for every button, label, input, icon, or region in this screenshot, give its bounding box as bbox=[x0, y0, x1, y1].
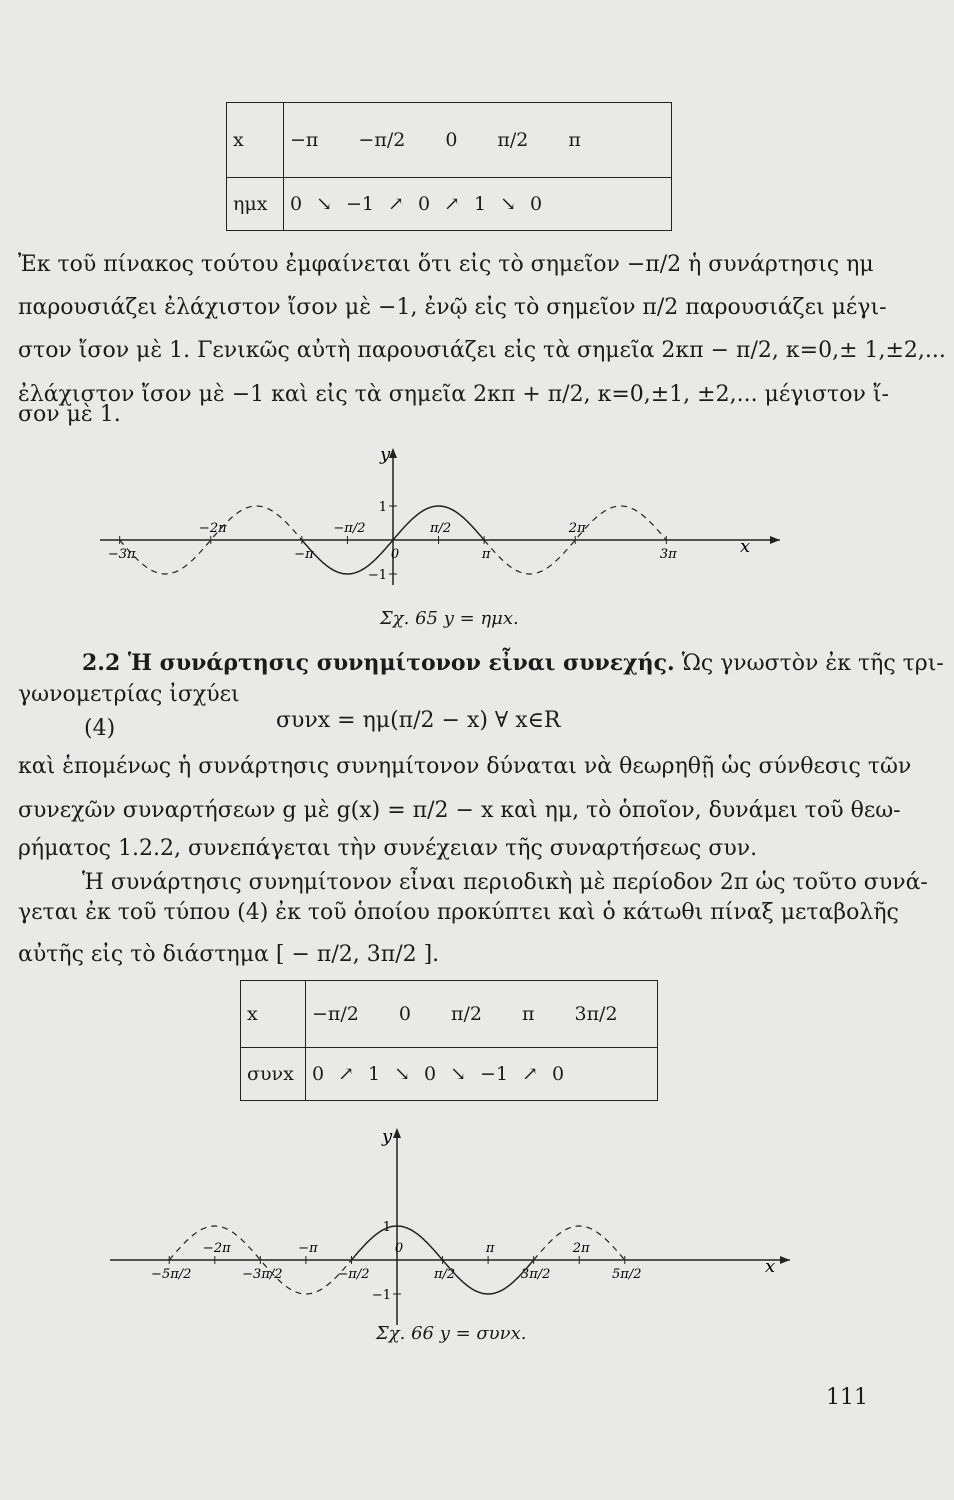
text-line: αὐτῆς εἰς τὸ διάστημα [ − π/2, 3π/2 ]. bbox=[18, 942, 440, 967]
table-cell: π bbox=[568, 129, 581, 151]
x-tick-label: 0 bbox=[394, 1241, 404, 1256]
table-row bbox=[227, 178, 672, 231]
text-line: στον ἴσον μὲ 1. Γενικῶς αὐτὴ παρουσιάζει εἰς τὰ σημεῖα 2κπ − π/2, κ=0,± 1,±2,... bbox=[18, 338, 946, 363]
table-header-f: ημx bbox=[227, 178, 284, 231]
table-header-f: συνx bbox=[241, 1048, 306, 1101]
x-tick-label: 2π bbox=[568, 521, 586, 536]
x-tick-label: −π bbox=[298, 1241, 318, 1256]
page-number: 111 bbox=[826, 1385, 868, 1410]
table-row bbox=[241, 981, 658, 1048]
arrow-icon: ↗ bbox=[338, 1063, 355, 1085]
x-tick-label: π bbox=[481, 547, 491, 562]
arrow-icon: ↗ bbox=[388, 193, 404, 215]
table-cell: 0 bbox=[551, 1063, 565, 1085]
x-tick-label: −π/2 bbox=[337, 1267, 370, 1282]
figure-caption-66: Σχ. 66 y = συνx. bbox=[376, 1323, 527, 1344]
x-tick-label: 3π/2 bbox=[520, 1267, 551, 1282]
table-cell: 3π/2 bbox=[574, 1003, 618, 1025]
section-heading bbox=[82, 648, 944, 679]
y-axis-label: y bbox=[380, 444, 391, 465]
text-line: γωνομετρίας ἰσχύει bbox=[18, 682, 240, 707]
text-line: καὶ ἑπομένως ἡ συνάρτησις συνημίτονον δύναται νὰ θεωρηθῇ ὡς σύνθεσις τῶν bbox=[18, 754, 912, 779]
x-tick-label: −2π bbox=[198, 521, 227, 536]
text-line: Ὡς γνωστὸν ἐκ τῆς τρι- bbox=[681, 651, 944, 676]
x-axis-arrow-icon bbox=[780, 1256, 790, 1264]
table-row bbox=[227, 103, 672, 178]
arrow-icon: ↗ bbox=[444, 193, 460, 215]
y-axis-label: y bbox=[382, 1126, 393, 1147]
table-cell: 0 bbox=[529, 193, 543, 215]
table-cell: π/2 bbox=[451, 1003, 482, 1025]
x-tick-label: π bbox=[485, 1241, 495, 1256]
arrow-icon: ↘ bbox=[394, 1063, 411, 1085]
table-cell: π bbox=[521, 1003, 535, 1025]
table-cell: 1 bbox=[368, 1063, 381, 1085]
x-tick-label: π/2 bbox=[433, 1267, 456, 1282]
table-cell: 0 bbox=[424, 1063, 437, 1085]
y-axis-arrow-icon bbox=[389, 448, 397, 458]
text-line: Ἡ συνάρτησις συνημίτονον εἶναι περιοδικὴ μὲ περίοδον 2π ὡς τοῦτο συνά- bbox=[82, 870, 928, 895]
table-cell: 1 bbox=[473, 193, 487, 215]
table-cell: −π bbox=[290, 129, 319, 151]
x-tick-label: −3π bbox=[107, 547, 136, 562]
table-cell: 0 bbox=[312, 1063, 325, 1085]
table-cell: 0 bbox=[398, 1003, 411, 1025]
table-cell: −π/2 bbox=[358, 129, 406, 151]
x-axis-label: x bbox=[740, 536, 751, 557]
table-cell: 0 bbox=[445, 129, 458, 151]
y-tick-label: −1 bbox=[371, 1288, 391, 1303]
table-cell: −π/2 bbox=[312, 1003, 359, 1025]
section-title: 2.2 Ἡ συνάρτησις συνημίτονον εἶναι συνεχής. bbox=[82, 650, 675, 676]
text-line: ἐλάχιστον ἴσον μὲ −1 καὶ εἰς τὰ σημεῖα 2κπ + π/2, κ=0,±1, ±2,... μέγιστον ἴ- bbox=[18, 382, 889, 407]
text-line: Ἐκ τοῦ πίνακος τούτου ἐμφαίνεται ὅτι εἰς τὸ σημεῖον −π/2 ἡ συνάρτησις ημ bbox=[18, 252, 874, 277]
x-tick-label: −π/2 bbox=[333, 521, 366, 536]
table-cell: −1 bbox=[346, 193, 375, 215]
text-line: ρήματος 1.2.2, συνεπάγεται τὴν συνέχειαν τῆς συναρτήσεως συν. bbox=[18, 836, 758, 861]
arrow-icon: ↘ bbox=[316, 193, 333, 215]
variation-table-sin bbox=[226, 102, 672, 231]
x-tick-label: −π bbox=[294, 547, 314, 562]
x-axis-arrow-icon bbox=[770, 536, 780, 544]
table-cell: 0 bbox=[417, 193, 431, 215]
sine-graph bbox=[0, 440, 954, 590]
table-cell: π/2 bbox=[497, 129, 529, 151]
arrow-icon: ↗ bbox=[522, 1063, 538, 1085]
x-tick-label: 3π bbox=[659, 547, 677, 562]
y-tick-label: 1 bbox=[378, 500, 387, 515]
figure-caption-65: Σχ. 65 y = ημx. bbox=[380, 608, 519, 629]
y-tick-label: −1 bbox=[367, 568, 387, 583]
cosine-graph bbox=[0, 1120, 954, 1330]
x-tick-label: 5π/2 bbox=[612, 1267, 642, 1282]
table-header-x: x bbox=[241, 981, 306, 1048]
y-axis-arrow-icon bbox=[393, 1128, 401, 1138]
text-line: γεται ἐκ τοῦ τύπου (4) ἐκ τοῦ ὁποίου προκύπτει καὶ ὁ κάτωθι πίναξ μεταβολῆς bbox=[18, 900, 899, 925]
x-tick-label: −3π/2 bbox=[242, 1267, 283, 1282]
arrow-icon: ↘ bbox=[500, 193, 516, 215]
table-header-x: x bbox=[227, 103, 284, 178]
table-cell: −1 bbox=[480, 1063, 509, 1085]
x-tick-label: 0 bbox=[390, 547, 400, 562]
arrow-icon: ↘ bbox=[450, 1063, 467, 1085]
table-cell: 0 bbox=[290, 193, 303, 215]
text-line: παρουσιάζει ἐλάχιστον ἴσον μὲ −1, ἐνῷ εἰς τὸ σημεῖον π/2 παρουσιάζει μέγι- bbox=[18, 295, 887, 320]
variation-table-cos bbox=[240, 980, 658, 1101]
x-tick-label: −2π bbox=[202, 1241, 231, 1256]
x-tick-label: −5π/2 bbox=[151, 1267, 192, 1282]
x-axis-label: x bbox=[765, 1256, 776, 1277]
equation: συνx = ημ(π/2 − x) ∀ x∈R bbox=[276, 708, 561, 733]
y-tick-label: 1 bbox=[382, 1220, 391, 1235]
table-row bbox=[241, 1048, 658, 1101]
x-tick-label: π/2 bbox=[429, 521, 452, 536]
x-tick-label: 2π bbox=[572, 1241, 590, 1256]
text-line: σον μὲ 1. bbox=[18, 402, 121, 427]
text-line: συνεχῶν συναρτήσεων g μὲ g(x) = π/2 − x καὶ ημ, τὸ ὁποῖον, δυνάμει τοῦ θεω- bbox=[18, 798, 901, 823]
equation-number: (4) bbox=[84, 716, 116, 741]
